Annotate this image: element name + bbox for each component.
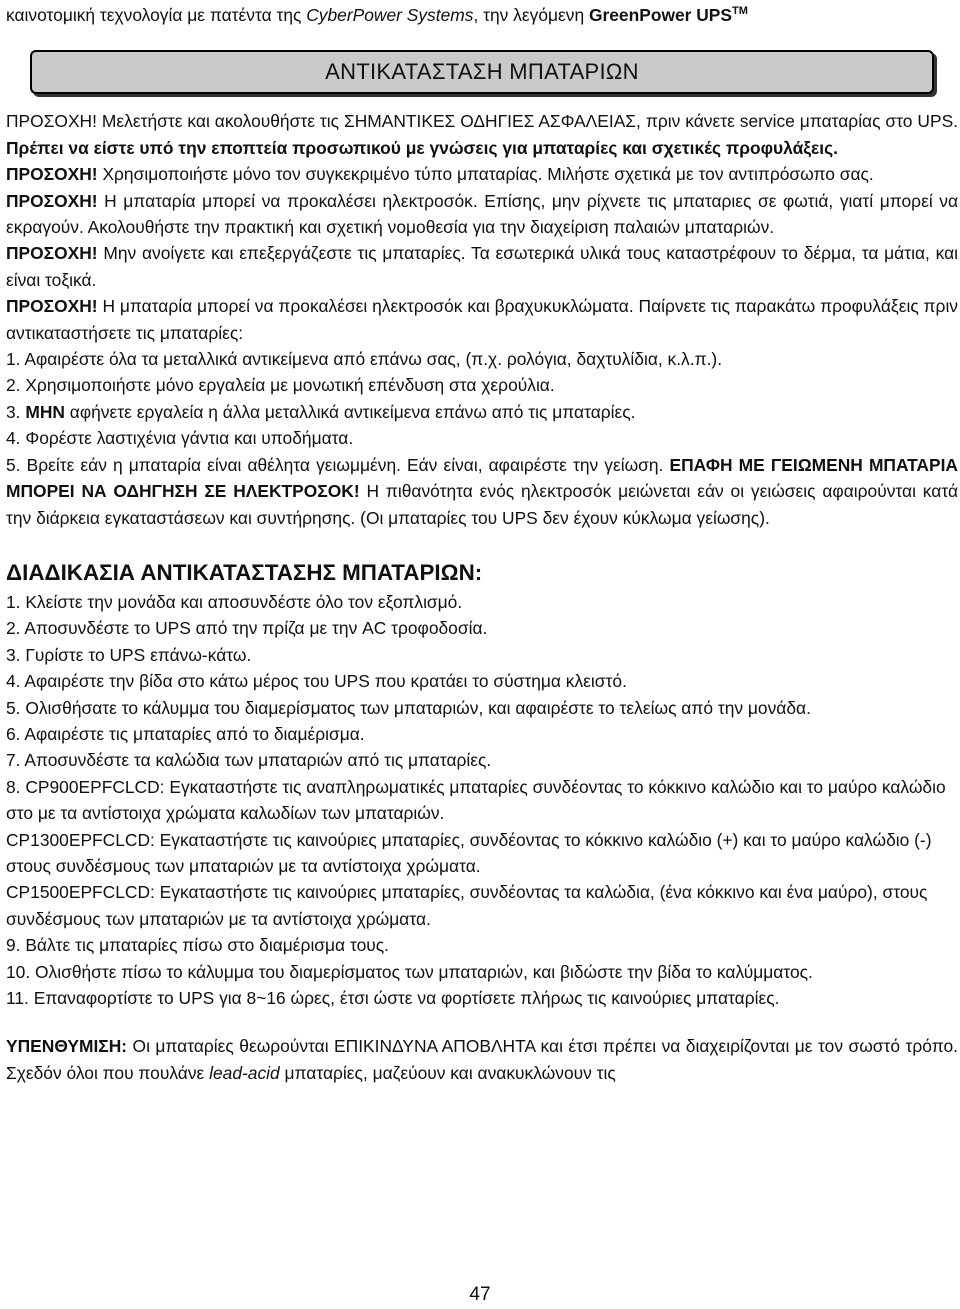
section-banner <box>30 50 934 94</box>
step-8-cp1300: CP1300EPFCLCD: Εγκαταστήστε τις καινούριες μπαταρίες, συνδέοντας το κόκκινο καλώδιο (+) και το μαύρο καλώδιο (-) στους συνδέσμους των μπαταριών με τα αντίστοιχα χρώματα. <box>6 829 932 876</box>
caution-4-text: Μην ανοίγετε και επεξεργάζεστε τις μπαταρίες. Τα εσωτερικά υλικά τους καταστρέφουν το δέρμα, τα μάτια, και είναι τοξικά. <box>6 243 958 290</box>
step-10: 10. Ολισθήστε πίσω το κάλυμμα του διαμερίσματος των μπαταριών, και βιδώστε την βίδα το καλύμματος. <box>6 961 813 982</box>
step-9: 9. Βάλτε τις μπαταρίες πίσω στο διαμέρισμα τους. <box>6 935 389 956</box>
reminder-text-end: μπαταρίες, μαζεύουν και ανακυκλώνουν τις <box>279 1062 616 1083</box>
caution-2 <box>6 161 958 187</box>
precaution-3-number: 3. <box>6 401 26 422</box>
caution-2-text: Χρησιμοποιήστε μόνο τον συγκεκριμένο τύπο μπαταρίας. Μιλήστε σχετικά με τον αντιπρόσωπο σας. <box>97 164 874 185</box>
caution-1-bold: Πρέπει να είστε υπό την εποπτεία προσωπικού με γνώσεις για μπαταρίες και σχετικές προφυλάξεις. <box>6 137 838 158</box>
precaution-4: 4. Φορέστε λαστιχένια γάντια και υποδήματα. <box>6 428 354 449</box>
step-6: 6. Αφαιρέστε τις μπαταρίες από το διαμέρισμα. <box>6 723 365 744</box>
caution-1-text: Μελετήστε και ακολουθήστε τις ΣΗΜΑΝΤΙΚΕΣ ΟΔΗΓΙΕΣ ΑΣΦΑΛΕΙΑΣ, πριν κάνετε service μπαταρίας στο UPS. <box>96 111 958 132</box>
caution-1 <box>6 108 958 161</box>
precaution-3 <box>6 399 958 425</box>
reminder-label: ΥΠΕΝΘΥΜΙΣΗ: <box>6 1036 128 1057</box>
step-7: 7. Αποσυνδέστε τα καλώδια των μπαταριών από τις μπαταρίες. <box>6 750 492 771</box>
manual-page <box>6 0 958 1086</box>
precaution-5-text: 5. Βρείτε εάν η μπαταρία είναι αθέλητα γειωμμένη. Εάν είναι, αφαιρέστε την γείωση. <box>6 454 670 475</box>
caution-5 <box>6 293 958 346</box>
precaution-2: 2. Χρησιμοποιήστε μόνο εργαλεία με μονωτική επένδυση στα χερούλια. <box>6 375 555 396</box>
precaution-5-text-end: Η πιθανότητα ενός ηλεκτροσόκ μειώνεται εάν οι γειώσεις αφαιρούνται κατά την διάρκεια εγκαταστάσεων και συντήρησης. (Οι μπαταρίες του UPS δεν έχουν κύκλωμα γείωσης). <box>6 481 958 528</box>
reminder-italic: lead-acid <box>209 1062 280 1083</box>
step-2: 2. Αποσυνδέστε το UPS από την πρίζα με την AC τροφοδοσία. <box>6 618 488 639</box>
caution-label: ΠΡΟΣΟΧΗ! <box>6 111 97 132</box>
intro-mid: , την λεγόμενη <box>473 5 589 25</box>
step-5: 5. Ολισθήσατε το κάλυμμα του διαμερίσματος των μπαταριών, και αφαιρέστε το τελείως από την μονάδα. <box>6 697 811 718</box>
banner-title: ΑΝΤΙΚΑΤΑΣΤΑΣΗ ΜΠΑΤΑΡΙΩΝ <box>325 59 639 85</box>
trademark: TM <box>732 5 748 17</box>
procedure-heading: ΔΙΑΔΙΚΑΣΙΑ ΑΝΤΙΚΑΤΑΣΤΑΣΗΣ ΜΠΑΤΑΡΙΩΝ: <box>6 559 483 585</box>
brand-name: CyberPower Systems <box>306 5 474 25</box>
precaution-3-text: αφήνετε εργαλεία η άλλα μεταλλικά αντικείμενα επάνω από τις μπαταρίες. <box>64 401 636 422</box>
reminder-text: Οι μπαταρίες θεωρούνται ΕΠΙΚΙΝΔΥΝΑ ΑΠΟΒΛΗΤΑ και έτσι πρέπει να διαχειρίζονται με τον σωστό τρόπο. Σχεδόν όλοι που πουλάνε <box>6 1036 958 1083</box>
caution-label: ΠΡΟΣΟΧΗ! <box>6 164 98 185</box>
step-8-cp900: 8. CP900EPFCLCD: Εγκαταστήστε τις αναπληρωματικές μπαταρίες συνδέοντας το κόκκινο καλώδιο και το μαύρο καλώδιο στο με τα αντίστοιχα χρώματα καλωδίων των μπαταριών. <box>6 776 946 824</box>
intro-text: καινοτομική τεχνολογία με πατέντα της <box>6 5 307 25</box>
precaution-1: 1. Αφαιρέστε όλα τα μεταλλικά αντικείμενα από επάνω σας, (π.χ. ρολόγια, δαχτυλίδια, κ.λ.π.). <box>6 349 723 370</box>
step-8-cp1500: CP1500EPFCLCD: Εγκαταστήστε τις καινούριες μπαταρίες, συνδέοντας τα καλώδια, (ένα κόκκινο και ένα μαύρο), στους συνδέσμους των μπαταριών με τα αντίστοιχα χρώματα. <box>6 882 928 929</box>
caution-3-text: Η μπαταρία μπορεί να προκαλέσει ηλεκτροσόκ. Επίσης, μην ρίχνετε τις μπαταριες σε φωτιά, γιατί μπορεί να εκραγούν. Ακολουθήστε την πρακτική και σχετική νομοθεσία για την διαχείριση παλαιών μπαταριών. <box>6 190 958 238</box>
step-4: 4. Αφαιρέστε την βίδα στο κάτω μέρος του UPS που κρατάει το σύστημα κλειστό. <box>6 671 627 692</box>
precaution-3-bold: ΜΗΝ <box>25 401 65 422</box>
step-1: 1. Κλείστε την μονάδα και αποσυνδέστε όλο τον εξοπλισμό. <box>6 591 463 612</box>
step-3: 3. Γυρίστε το UPS επάνω-κάτω. <box>6 644 252 665</box>
caution-label: ΠΡΟΣΟΧΗ! <box>6 296 98 317</box>
caution-4 <box>6 240 958 293</box>
reminder-note <box>6 1033 958 1086</box>
caution-label: ΠΡΟΣΟΧΗ! <box>6 190 98 211</box>
precaution-5 <box>6 452 958 531</box>
page-number: 47 <box>469 1284 491 1305</box>
step-11: 11. Επαναφορτίστε το UPS για 8~16 ώρες, έτσι ώστε να φορτίσετε πλήρως τις καινούριες μπαταρίες. <box>6 988 780 1008</box>
caution-3 <box>6 188 958 241</box>
intro-line <box>6 2 958 28</box>
precaution-5-warning: ΕΠΑΦΗ ΜΕ ΓΕΙΩΜΕΝΗ ΜΠΑΤΑΡΙΑ ΜΠΟΡΕΙ ΝΑ ΟΔΗΓΗΣΗ ΣΕ ΗΛΕΚΤΡΟΣΟΚ! <box>6 454 958 502</box>
caution-5-text: Η μπαταρία μπορεί να προκαλέσει ηλεκτροσόκ και βραχυκυκλώματα. Παίρνετε τις παρακάτω προφυλάξεις πριν αντικαταστήσετε τις μπαταρίες: <box>6 296 958 343</box>
product-name: GreenPower UPS <box>588 5 733 25</box>
caution-label: ΠΡΟΣΟΧΗ! <box>6 243 98 264</box>
